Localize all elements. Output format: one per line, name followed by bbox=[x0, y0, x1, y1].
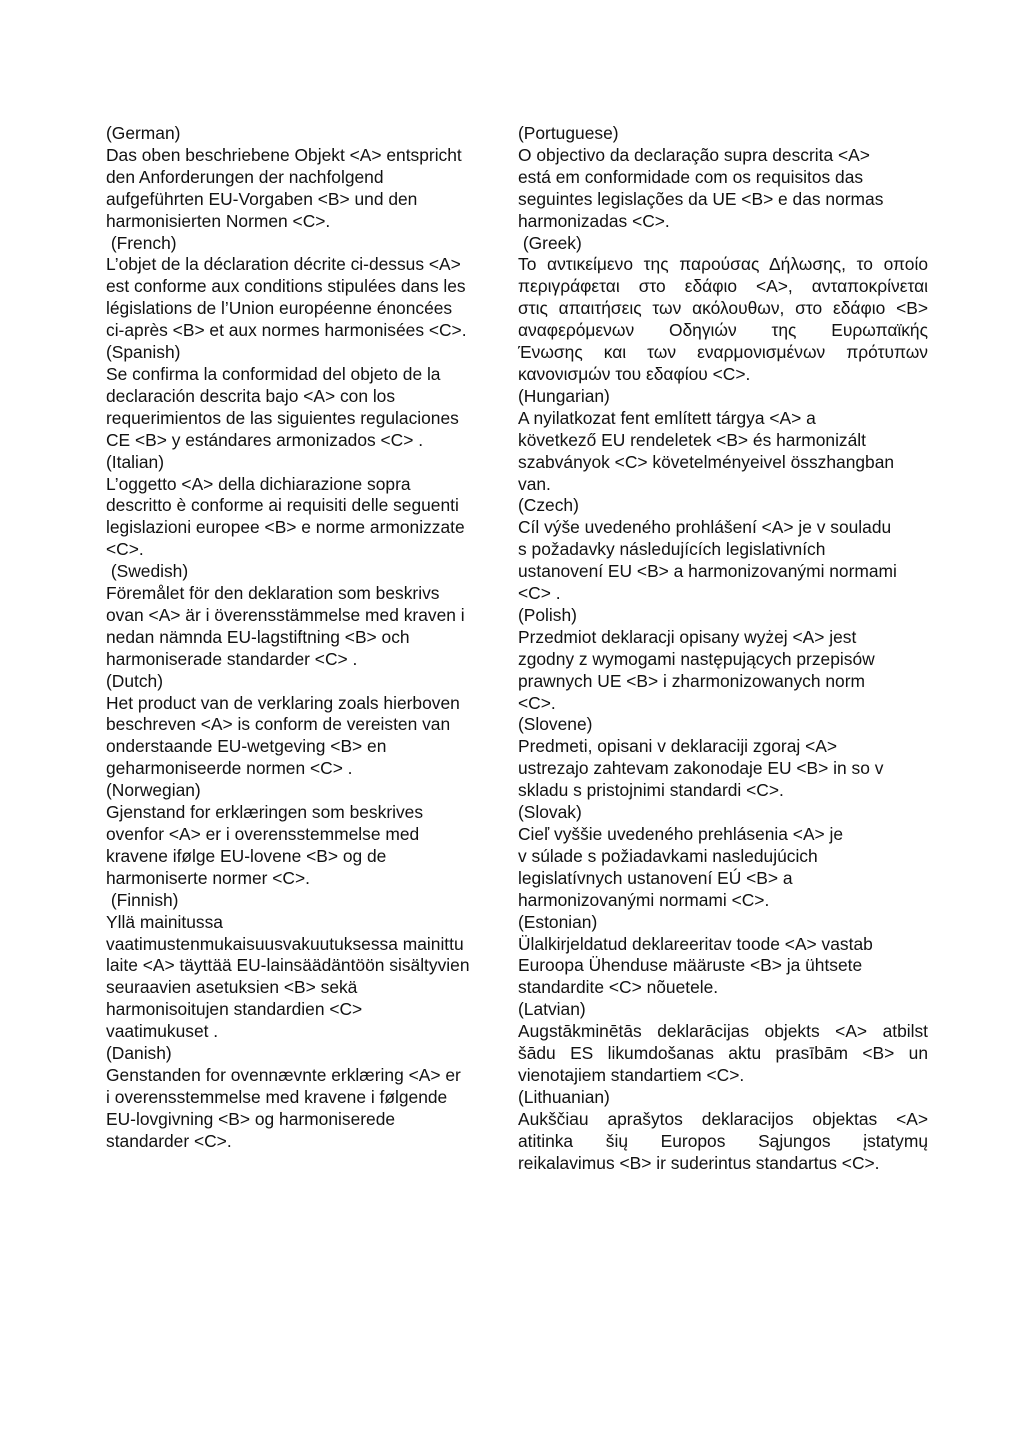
danish-section bbox=[106, 1043, 501, 1153]
right-column bbox=[518, 123, 928, 1175]
left-column bbox=[106, 123, 501, 1153]
greek-heading: (Greek) bbox=[518, 232, 582, 253]
dutch-heading: (Dutch) bbox=[106, 670, 164, 691]
slovene-text: Predmeti, opisani v deklaraciji zgoraj <A> ustrezajo zahtevam zakonodaje EU <B> in so v skladu s pristojnimi standardi <C>. bbox=[518, 736, 884, 801]
slovene-heading: (Slovene) bbox=[518, 714, 593, 735]
spanish-heading: (Spanish) bbox=[106, 342, 181, 363]
slovak-text: Cieľ vyššie uvedeného prehlásenia <A> je v súlade s požiadavkami nasledujúcich legislatívnych ustanovení EÚ <B> a harmonizovanými normami <C>. bbox=[518, 824, 844, 910]
text-line: Augstākminētās deklarācijas objekts <A> atbilst bbox=[518, 1021, 928, 1042]
lithuanian-heading: (Lithuanian) bbox=[518, 1086, 610, 1107]
text-line: αναφερόμενων Οδηγιών της Ευρωπαϊκής bbox=[518, 320, 928, 341]
hungarian-section bbox=[518, 386, 928, 496]
czech-section bbox=[518, 495, 928, 605]
text-line: atitinka šių Europos Sąjungos įstatymų bbox=[518, 1130, 928, 1151]
italian-text: L’oggetto <A> della dichiarazione sopra descritto è conforme ai requisiti delle seguenti legislazioni europee <B> e norme armonizzate <C>. bbox=[106, 473, 465, 560]
latvian-heading: (Latvian) bbox=[518, 999, 586, 1020]
estonian-text: Ülalkirjeldatud deklareeritav toode <A> vastab Euroopa Ühenduse määruste <B> ja ühtsete standardite <C> nõuetele. bbox=[518, 933, 873, 998]
portuguese-text: O objectivo da declaração supra descrita <A> está em conformidade com os requisitos das seguintes legislações da UE <B> e das normas harmonizadas <C>. bbox=[518, 144, 884, 231]
swedish-heading: (Swedish) bbox=[106, 561, 189, 582]
finnish-section bbox=[106, 890, 501, 1043]
norwegian-section bbox=[106, 780, 501, 890]
text-line: Το αντικείμενο της παρούσας Δήλωσης, το οποίο bbox=[518, 254, 928, 275]
lithuanian-text bbox=[518, 1109, 928, 1175]
latvian-section bbox=[518, 999, 928, 1087]
finnish-text: Yllä mainitussa vaatimustenmukaisuusvakuutuksessa mainittu laite <A> täyttää EU-lainsäädäntöön sisältyvien seuraavien asetuksien <B> sekä harmonisoitujen standardien <C> vaatimukuset . bbox=[106, 911, 470, 1042]
french-section bbox=[106, 233, 501, 343]
polish-text: Przedmiot deklaracji opisany wyżej <A> jest zgodny z wymogami następujących przepisów prawnych UE <B> i zharmonizowanych norm <C>. bbox=[518, 626, 875, 713]
slovak-section bbox=[518, 802, 928, 912]
portuguese-section bbox=[518, 123, 928, 233]
czech-heading: (Czech) bbox=[518, 495, 579, 516]
german-section bbox=[106, 123, 501, 233]
french-heading: (French) bbox=[106, 232, 177, 253]
czech-text: Cíl výše uvedeného prohlášení <A> je v souladu s požadavky následujících legislativních ustanovení EU <B> a harmonizovanými normami <C> . bbox=[518, 517, 897, 604]
text-line: šādu ES likumdošanas aktu prasībām <B> un bbox=[518, 1043, 928, 1064]
text-line: στις απαιτήσεις των ακόλουθων, στο εδάφιο <B> bbox=[518, 298, 928, 319]
text-line: Aukščiau aprašytos deklaracijos objektas <A> bbox=[518, 1108, 928, 1129]
danish-text: Genstanden for ovennævnte erklæring <A> er i overensstemmelse med kravene i følgende EU-lovgivning <B> og harmoniserede standarder <C>. bbox=[106, 1064, 461, 1151]
german-heading: (German) bbox=[106, 123, 181, 143]
greek-text bbox=[518, 254, 928, 385]
norwegian-text: Gjenstand for erklæringen som beskrives ovenfor <A> er i overensstemmelse med kravene ifølge EU-lovene <B> og de harmoniserte normer <C>. bbox=[106, 802, 424, 888]
dutch-section bbox=[106, 671, 501, 781]
text-line: κανονισμών του εδαφίου <C>. bbox=[518, 363, 751, 384]
spanish-text: Se confirma la conformidad del objeto de la declaración descrita bajo <A> con los requerimientos de las siguientes regulaciones CE <B> y estándares armonizados <C> . bbox=[106, 363, 459, 450]
estonian-heading: (Estonian) bbox=[518, 911, 598, 932]
text-line: Ένωσης και των εναρμονισμένων πρότυπων bbox=[518, 342, 928, 363]
finnish-heading: (Finnish) bbox=[106, 889, 179, 910]
hungarian-heading: (Hungarian) bbox=[518, 385, 610, 406]
greek-section bbox=[518, 233, 928, 386]
hungarian-text: A nyilatkozat fent említett tárgya <A> a következő EU rendeletek <B> és harmonizált szabványok <C> követelményeivel összhangban van. bbox=[518, 407, 895, 494]
italian-heading: (Italian) bbox=[106, 451, 164, 472]
swedish-text: Föremålet för den deklaration som beskrivs ovan <A> är i överensstämmelse med kraven i nedan nämnda EU-lagstiftning <B> och harmoniserade standarder <C> . bbox=[106, 583, 465, 669]
slovak-heading: (Slovak) bbox=[518, 802, 582, 823]
danish-heading: (Danish) bbox=[106, 1043, 172, 1064]
text-line: reikalavimus <B> ir suderintus standartus <C>. bbox=[518, 1152, 880, 1173]
dutch-text: Het product van de verklaring zoals hierboven beschreven <A> is conform de vereisten van onderstaande EU-wetgeving <B> en geharmoniseerde normen <C> . bbox=[106, 692, 460, 779]
polish-section bbox=[518, 605, 928, 715]
german-text: Das oben beschriebene Objekt <A> entspricht den Anforderungen der nachfolgend aufgeführten EU-Vorgaben <B> und den harmonisierten Normen <C>. bbox=[106, 144, 462, 231]
text-line: vienotajiem standartiem <C>. bbox=[518, 1064, 745, 1085]
italian-section bbox=[106, 452, 501, 562]
estonian-section bbox=[518, 912, 928, 1000]
slovene-section bbox=[518, 714, 928, 802]
swedish-section bbox=[106, 561, 501, 671]
text-line: περιγράφεται στο εδάφιο <A>, ανταποκρίνεται bbox=[518, 276, 928, 297]
polish-heading: (Polish) bbox=[518, 604, 577, 625]
french-text: L’objet de la déclaration décrite ci-dessus <A> est conforme aux conditions stipulées dans les législations de l’Union européenne énoncées ci-après <B> et aux normes harmonisées <C>. bbox=[106, 254, 467, 341]
latvian-text bbox=[518, 1021, 928, 1087]
lithuanian-section bbox=[518, 1087, 928, 1175]
norwegian-heading: (Norwegian) bbox=[106, 780, 201, 801]
spanish-section bbox=[106, 342, 501, 452]
portuguese-heading: (Portuguese) bbox=[518, 123, 619, 143]
